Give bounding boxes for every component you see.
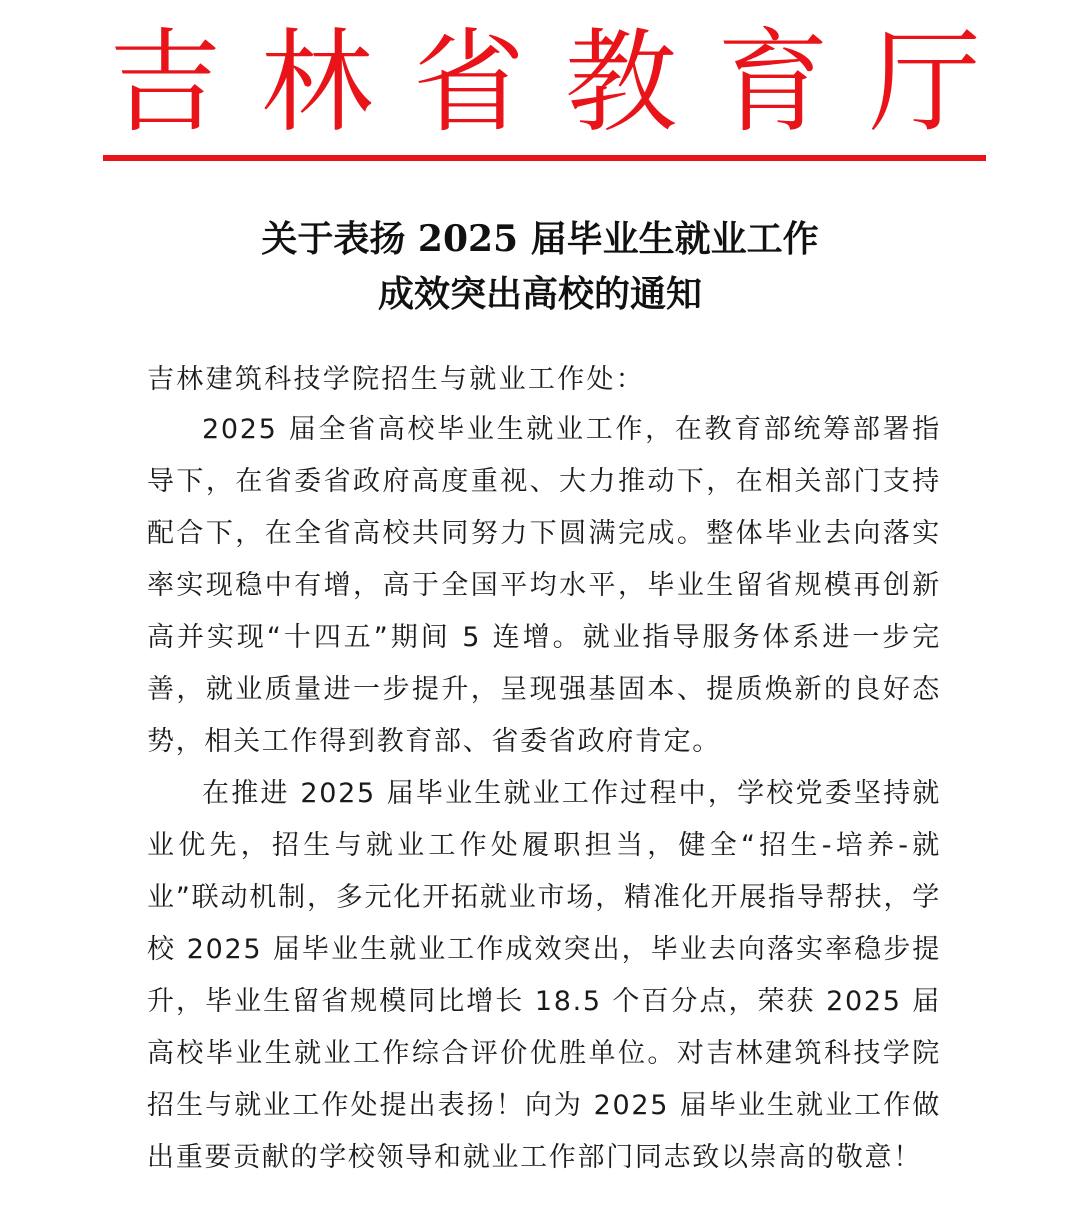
letterhead — [105, 18, 985, 148]
body-paragraph-2: 在推进 2025 届毕业生就业工作过程中，学校党委坚持就业优先，招生与就业工作处履职担当，健全“招生-培养-就业”联动机制，多元化开拓就业市场，精准化开展指导帮扶，学校 2025 届毕业生就业工作成效突出，毕业去向落实率稳步提升，毕业生留省规模同比增长 18.5 个百分点，荣获 2025 届高校毕业生就业工作综合评价优胜单位。对吉林建筑科技学院招生与就业工作处提出表扬！向为 2025 届毕业生就业工作做出重要贡献的学校领导和就业工作部门同志致以崇高的敬意！ — [147, 778, 941, 1173]
salutation: 吉林建筑科技学院招生与就业工作处： — [147, 364, 646, 395]
letterhead-divider — [103, 155, 986, 161]
letterhead-char: 厅 — [869, 18, 981, 148]
body-paragraph-1: 2025 届全省高校毕业生就业工作，在教育部统筹部署指导下，在省委省政府高度重视、大力推动下，在相关部门支持配合下，在全省高校共同努力下圆满完成。整体毕业去向落实率实现稳中有增，高于全国平均水平，毕业生留省规模再创新高并实现“十四五”期间 5 连增。就业指导服务体系进一步完善，就业质量进一步提升，呈现强基固本、提质焕新的良好态势，相关工作得到教育部、省委省政府肯定。 — [147, 414, 941, 757]
letterhead-char: 省 — [413, 18, 525, 148]
letterhead-char: 林 — [261, 18, 373, 148]
notice-title-line-2: 成效突出高校的通知 — [377, 273, 702, 315]
letterhead-char: 教 — [565, 18, 677, 148]
notice-title-line-1: 关于表扬 2025 届毕业生就业工作 — [261, 218, 819, 260]
letterhead-char: 吉 — [109, 18, 221, 148]
letterhead-char: 育 — [717, 18, 829, 148]
